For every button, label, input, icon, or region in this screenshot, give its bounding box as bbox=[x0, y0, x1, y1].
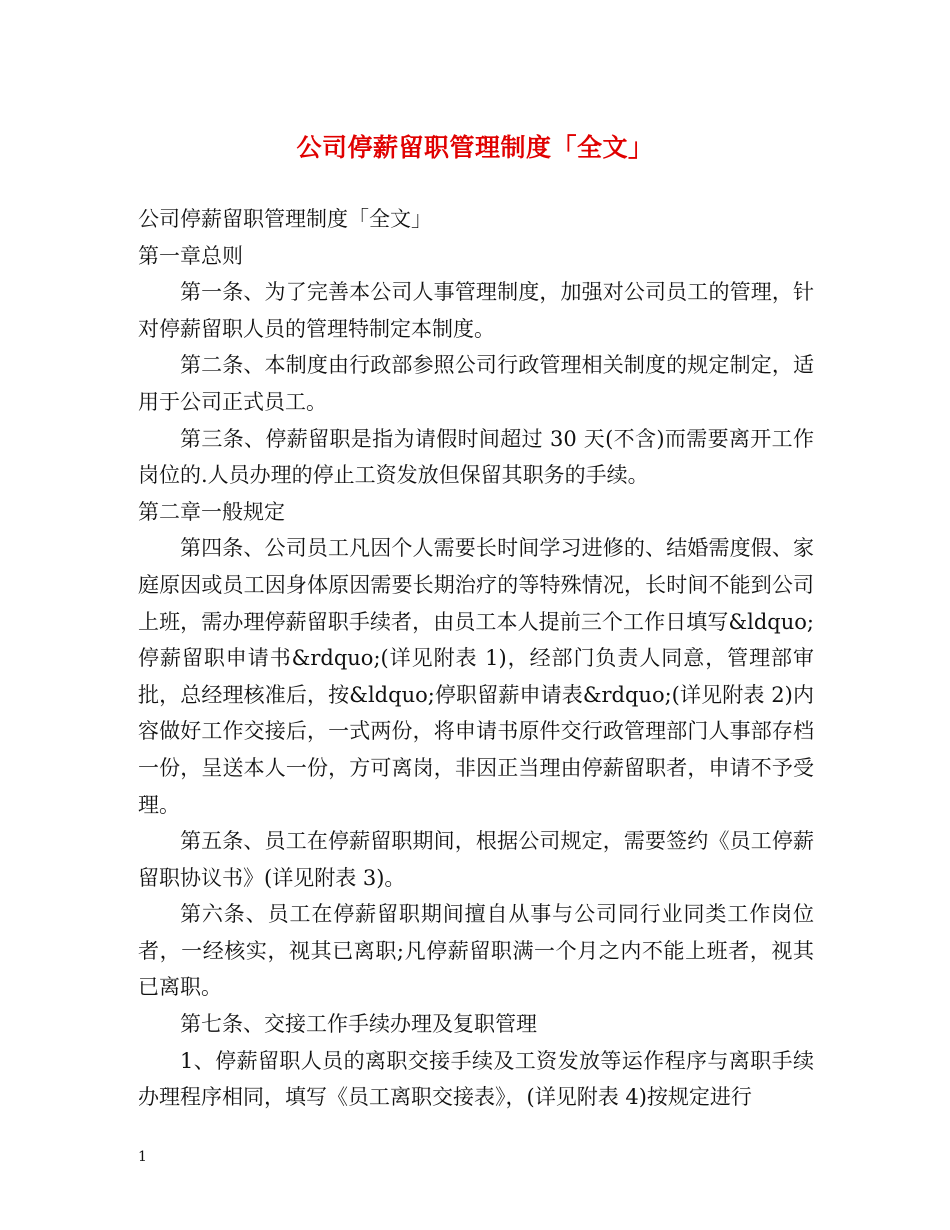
paragraph-heading: 公司停薪留职管理制度「全文」 bbox=[138, 207, 432, 231]
article-2: 第二条、本制度由行政部参照公司行政管理相关制度的规定制定，适用于公司正式员工。 bbox=[138, 353, 814, 414]
article-6: 第六条、员工在停薪留职期间擅自从事与公司同行业同类工作岗位者，一经核实，视其已离职;凡停薪留职满一个月之内不能上班者，视其已离职。 bbox=[138, 902, 814, 1000]
chapter-heading-1: 第一章总则 bbox=[138, 243, 243, 268]
article-1: 第一条、为了完善本公司人事管理制度，加强对公司员工的管理，针对停薪留职人员的管理特制定本制度。 bbox=[138, 280, 814, 341]
document-title: 公司停薪留职管理制度「全文」 bbox=[296, 133, 654, 162]
chapter-heading-2: 第二章一般规定 bbox=[138, 499, 285, 524]
page-number: 1 bbox=[138, 1149, 147, 1165]
article-4: 第四条、公司员工凡因个人需要长时间学习进修的、结婚需度假、家庭原因或员工因身体原因需要长期治疗的等特殊情况，长时间不能到公司上班，需办理停薪留职手续者，由员工本人提前三个工作日填写&ldquo;停薪留职申请书&rdquo;(详见附表 1)，经部门负责人同意，管理部审批，总经理核准后，按&ldquo;停职留薪申请表&rdquo;(详见附表 2)内容做好工作交接后，一式两份，将申请书原件交行政管理部门人事部存档一份，呈送本人一份，方可离岗，非因正当理由停薪留职者，申请不予受理。 bbox=[138, 536, 814, 817]
article-5: 第五条、员工在停薪留职期间，根据公司规定，需要签约《员工停薪留职协议书》(详见附表 3)。 bbox=[138, 829, 814, 890]
article-7: 第七条、交接工作手续办理及复职管理 bbox=[180, 1012, 537, 1037]
article-3: 第三条、停薪留职是指为请假时间超过 30 天(不含)而需要离开工作岗位的.人员办理的停止工资发放但保留其职务的手续。 bbox=[138, 426, 814, 488]
document-body bbox=[138, 201, 814, 1116]
article-7-item-1: 1、停薪留职人员的离职交接手续及工资发放等运作程序与离职手续办理程序相同，填写《员工离职交接表》，(详见附表 4)按规定进行 bbox=[138, 1048, 814, 1110]
